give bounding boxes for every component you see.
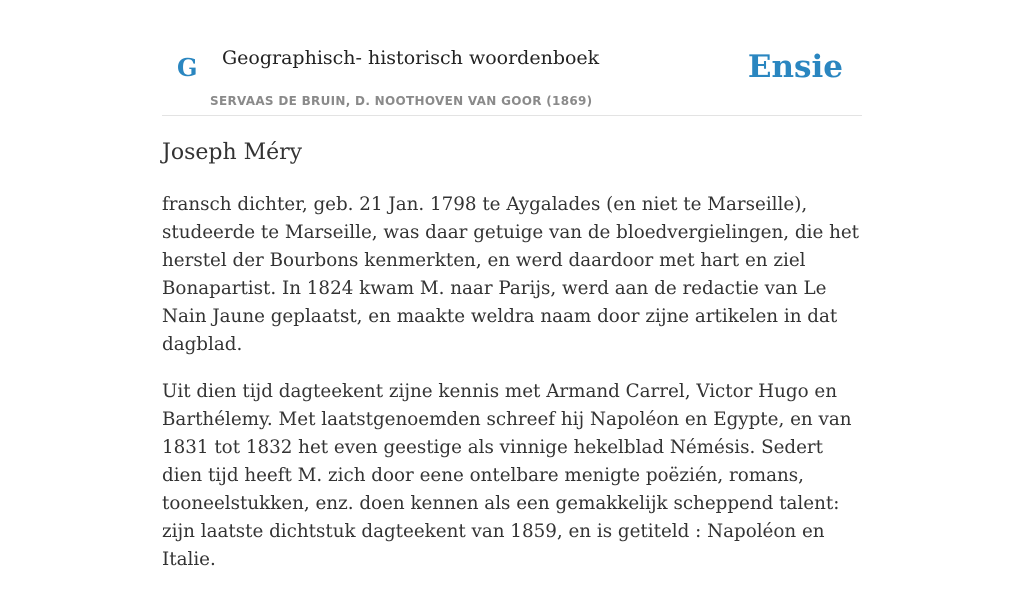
content-column <box>162 0 862 570</box>
entry-body <box>162 191 862 593</box>
dictionary-header <box>162 0 862 116</box>
site-logo-link[interactable]: Ensie <box>747 49 843 85</box>
dictionary-title-link[interactable]: Geographisch- historisch woordenboek <box>222 47 600 69</box>
entry-paragraph: fransch dichter, geb. 21 Jan. 1798 te Aygalades (en niet te Marseille), studeerde te Marseille, was daar getuige van de bloedvergielingen, die het herstel der Bourbons kenmerkten, en werd daardoor met hart en ziel Bonapartist. In 1824 kwam M. naar Parijs, werd aan de redactie van Le Nain Jaune geplaatst, en maakte weldra naam door zijne artikelen in dat dagblad. <box>162 194 860 355</box>
entry-title: Joseph Méry <box>162 140 303 165</box>
dictionary-logo-icon[interactable]: G <box>177 53 198 82</box>
entry-paragraph: Uit dien tijd dagteekent zijne kennis met Armand Carrel, Victor Hugo en Barthélemy. Met laatstgenoemden schreef hij Napoléon en Egypte, en van 1831 tot 1832 het even geestige als vinnige hekelblad Némésis. Sedert dien tijd heeft M. zich door eene ontelbare menigte poëzién, romans, tooneelstukken, enz. doen kennen als een gemakkelijk scheppend talent: zijn laatste dichtstuk dagteekent van 1859, en is getiteld : Napoléon en Italie. <box>162 381 852 570</box>
dictionary-authors: SERVAAS DE BRUIN, D. NOOTHOVEN VAN GOOR (1869) <box>210 94 593 108</box>
